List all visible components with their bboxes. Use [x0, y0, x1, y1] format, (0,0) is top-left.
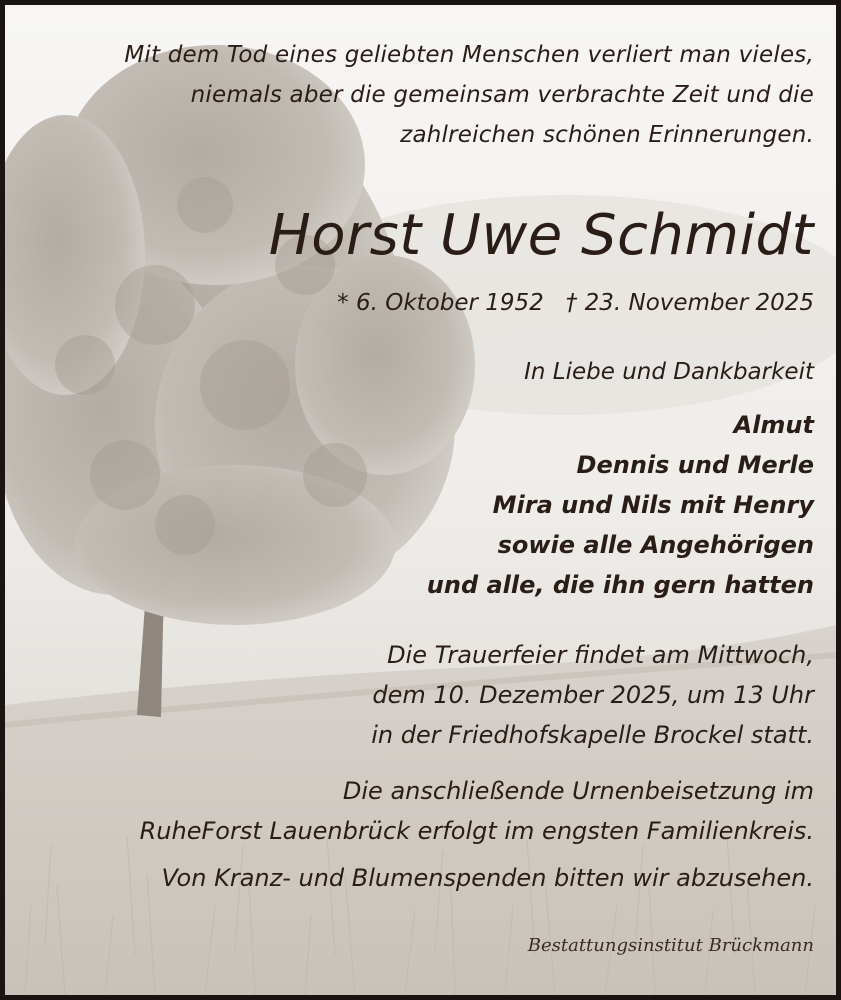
burial-info: [140, 771, 814, 851]
funeral-line: Die Trauerfeier findet am Mittwoch,: [387, 641, 814, 669]
flowers-note: Von Kranz- und Blumenspenden bitten wir abzusehen.: [161, 864, 814, 892]
deceased-name: Horst Uwe Schmidt: [268, 203, 814, 268]
mourner-name: Almut: [733, 411, 814, 439]
memorial-quote: [124, 35, 814, 155]
quote-line: zahlreichen schönen Erinnerungen.: [400, 122, 814, 148]
burial-line: Die anschließende Urnenbeisetzung im: [342, 777, 814, 805]
mourner-name: und alle, die ihn gern hatten: [426, 571, 814, 599]
undertaker-signature: Bestattungsinstitut Brückmann: [527, 935, 814, 956]
funeral-line: in der Friedhofskapelle Brockel statt.: [371, 721, 814, 749]
burial-line: RuheForst Lauenbrück erfolgt im engsten Familienkreis.: [139, 817, 814, 845]
quote-line: niemals aber die gemeinsam verbrachte Zeit und die: [190, 82, 814, 108]
funeral-info: [371, 635, 814, 755]
birth-date: * 6. Oktober 1952: [337, 290, 544, 316]
mourner-name: Dennis und Merle: [576, 451, 814, 479]
mourners-intro: In Liebe und Dankbarkeit: [524, 359, 814, 385]
life-dates: [337, 284, 814, 322]
mourners-list: [427, 405, 814, 605]
funeral-line: dem 10. Dezember 2025, um 13 Uhr: [372, 681, 814, 709]
mourner-name: sowie alle Angehörigen: [497, 531, 814, 559]
quote-line: Mit dem Tod eines geliebten Menschen verliert man vieles,: [124, 42, 814, 68]
mourner-name: Mira und Nils mit Henry: [492, 491, 814, 519]
death-date: † 23. November 2025: [565, 290, 814, 316]
